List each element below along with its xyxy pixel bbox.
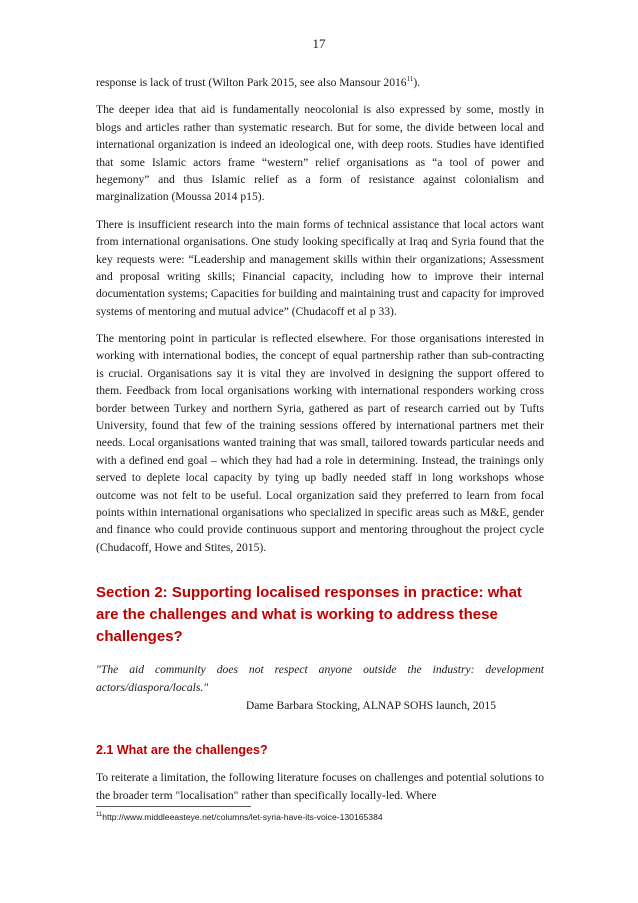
footnote-marker: 11 xyxy=(96,812,103,819)
paragraph-1-end: ). xyxy=(413,76,421,89)
page-number: 17 xyxy=(312,36,326,51)
page-body xyxy=(96,74,544,804)
footnote xyxy=(96,812,383,822)
quote-attribution: Dame Barbara Stocking, ALNAP SOHS launch, 2015 xyxy=(245,699,496,713)
paragraph-5: To reiterate a limitation, the following literature focuses on challenges and potential solutions to the broader term "localisation" rather than specifically locally-led. Where xyxy=(96,771,544,802)
paragraph-1 xyxy=(96,74,544,91)
paragraph-2: The deeper idea that aid is fundamentally neocolonial is also expressed by some, mostly in blogs and articles rather than systematic research. But for some, the divide between local and international organization is indeed an ideological one, with deep roots. Studies have identified that some Islamic actors frame “western” relief organisations as “a tool of power and hegemony” and thus Islamic relief as a form of resistance against colonialism and marginalization (Moussa 2014 p15). xyxy=(96,103,544,204)
paragraph-3: There is insufficient research into the main forms of technical assistance that local actors want from international organisations. One study looking specifically at Iraq and Syria found that the key requests were: “Leadership and management skills within their organizations; Assessment and proposal writing skills; Financial capacity, including how to improve their internal documentation systems; Capacities for building and maintaining trust and capacity for improved systems of mentoring and mutual advice” (Chudacoff et al p 33). xyxy=(96,217,544,318)
subsection-heading: 2.1 What are the challenges? xyxy=(96,742,268,757)
section-heading: Section 2: Supporting localised responses in practice: what are the challenges and what is working to address these challenges? xyxy=(96,584,522,645)
quote: "The aid community does not respect anyone outside the industry: development actors/diaspora/locals." xyxy=(96,663,544,694)
footnote-link[interactable]: http://www.middleeasteye.net/columns/let-syria-have-its-voice-130165384 xyxy=(102,812,383,822)
paragraph-1-text: response is lack of trust (Wilton Park 2015, see also Mansour 2016 xyxy=(96,76,407,89)
footnote-divider xyxy=(96,806,251,807)
paragraph-4: The mentoring point in particular is reflected elsewhere. For those organisations interested in working with international bodies, the concept of equal partnership rather than sub-contracting is crucial. Organisations say it is vital they are involved in designing the support offered to them. Feedback from local organisations working with international responders working cross border between Turkey and northern Syria, gathered as part of research carried out by Tufts University, found that few of the training sessions offered by international partners met their needs. Local organisations wanted training that was small, tailored towards particular needs and with a defined end goal – which they had had a role in determining. Instead, the trainings only served to deplete local capacity by tying up badly needed staff in long workshops whose outcome was not felt to be useful. Local organization said they preferred to learn from focal points within international organisations who specialized in specific areas such as M&E, gender and finance who could provide continuous support and mentoring throughout the project cycle (Chudacoff, Howe and Stites, 2015). xyxy=(96,332,544,554)
footnote-reference[interactable]: 11 xyxy=(406,75,414,84)
